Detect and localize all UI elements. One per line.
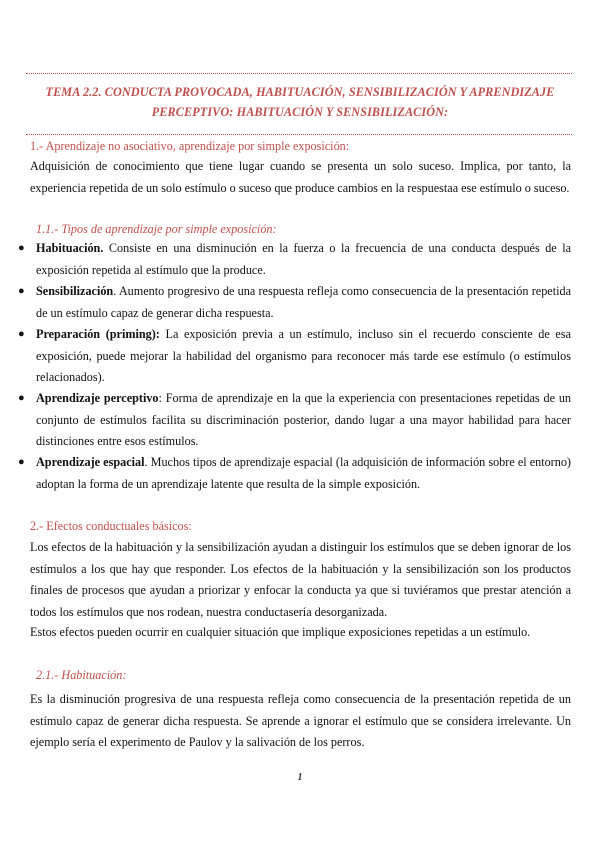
title-line-1: TEMA 2.2. CONDUCTA PROVOCADA, HABITUACIÓN, SENSIBILIZACIÓN Y APRENDIZAJE xyxy=(45,85,555,99)
title-bottom-rule xyxy=(26,134,572,135)
section-1-1-heading: 1.1.- Tipos de aprendizaje por simple exposición: xyxy=(36,222,277,236)
section-2-heading: 2.- Efectos conductuales básicos: xyxy=(30,519,192,533)
list-item-text: Consiste en una disminución en la fuerza o la frecuencia de una conducta después de la exposición repetida al estímulo que la produce. xyxy=(36,241,571,277)
list-item-habituacion xyxy=(18,238,571,281)
list-item-preparacion xyxy=(18,324,571,389)
page-number: 1 xyxy=(297,772,303,783)
section-2-text-1: Los efectos de la habituación y la sensibilización ayudan a distinguir los estímulos que se deben ignorar de los estímulos a los que hay que responder. Los efectos de la habituación y la sensibilización son los productos finales de procesos que ayudan a priorizar y enfocar la conducta ya que si tuviéramos que prestar atención a todos los estímulos que nos rodean, nuestra conductasería desorganizada. xyxy=(30,540,571,619)
top-rule xyxy=(26,73,572,74)
bullet-icon: ● xyxy=(18,242,25,254)
bullet-icon: ● xyxy=(18,456,25,468)
list-item-term: Aprendizaje espacial xyxy=(36,455,145,469)
bullet-icon: ● xyxy=(18,328,25,340)
list-item-term: Preparación (priming): xyxy=(36,327,160,341)
bullet-icon: ● xyxy=(18,392,25,404)
section-1-heading: 1.- Aprendizaje no asociativo, aprendizaje por simple exposición: xyxy=(30,139,350,153)
list-item-text: : Forma de aprendizaje en la que la experiencia con presentaciones repetidas de un conjunto de estímulos facilita su discriminación posterior, dando lugar a una mayor habilidad para hacer distinciones entre esos estímulos. xyxy=(36,391,572,448)
list-item-aprendizaje-perceptivo xyxy=(18,388,571,453)
title-line-2: PERCEPTIVO: HABITUACIÓN Y SENSIBILIZACIÓN: xyxy=(151,105,449,119)
section-1-text: Adquisición de conocimiento que tiene lugar cuando se presenta un solo suceso. Implica, por tanto, la experiencia repetida de un solo estímulo o suceso que produce cambios en la respuestaa ese estímulo o suceso. xyxy=(30,159,571,195)
list-item-term: Aprendizaje perceptivo xyxy=(36,391,159,405)
list-item-text: . Aumento progresivo de una respuesta refleja como consecuencia de la presentación repetida de un estímulo capaz de generar dicha respuesta. xyxy=(36,284,571,320)
section-2-text-2: Estos efectos pueden ocurrir en cualquier situación que implique exposiciones repetidas a un estímulo. xyxy=(30,625,531,639)
list-item-term: Habituación. xyxy=(36,241,104,255)
section-2-1-text: Es la disminución progresiva de una respuesta refleja como consecuencia de la presentación repetida de un estímulo capaz de generar dicha respuesta. Se aprende a ignorar el estímulo que se considera irrelevante. Un ejemplo sería el experimento de Paulov y la salivación de los perros. xyxy=(30,692,571,749)
section-2-1-heading: 2.1.- Habituación: xyxy=(36,668,127,682)
bullet-icon: ● xyxy=(18,285,25,297)
list-item-term: Sensibilización xyxy=(36,284,114,298)
list-item-text: . Muchos tipos de aprendizaje espacial (la adquisición de información sobre el entorno) adoptan la forma de un aprendizaje latente que resulta de la simple exposición. xyxy=(36,455,571,491)
list-item-sensibilizacion xyxy=(18,281,571,324)
list-item-text: La exposición previa a un estímulo, incluso sin el recuerdo consciente de esa exposición, puede mejorar la habilidad del organismo para reconocer más tarde ese estímulo (o estímulos relacionados). xyxy=(36,327,571,384)
page-title xyxy=(30,82,570,122)
list-item-aprendizaje-espacial xyxy=(18,452,571,495)
